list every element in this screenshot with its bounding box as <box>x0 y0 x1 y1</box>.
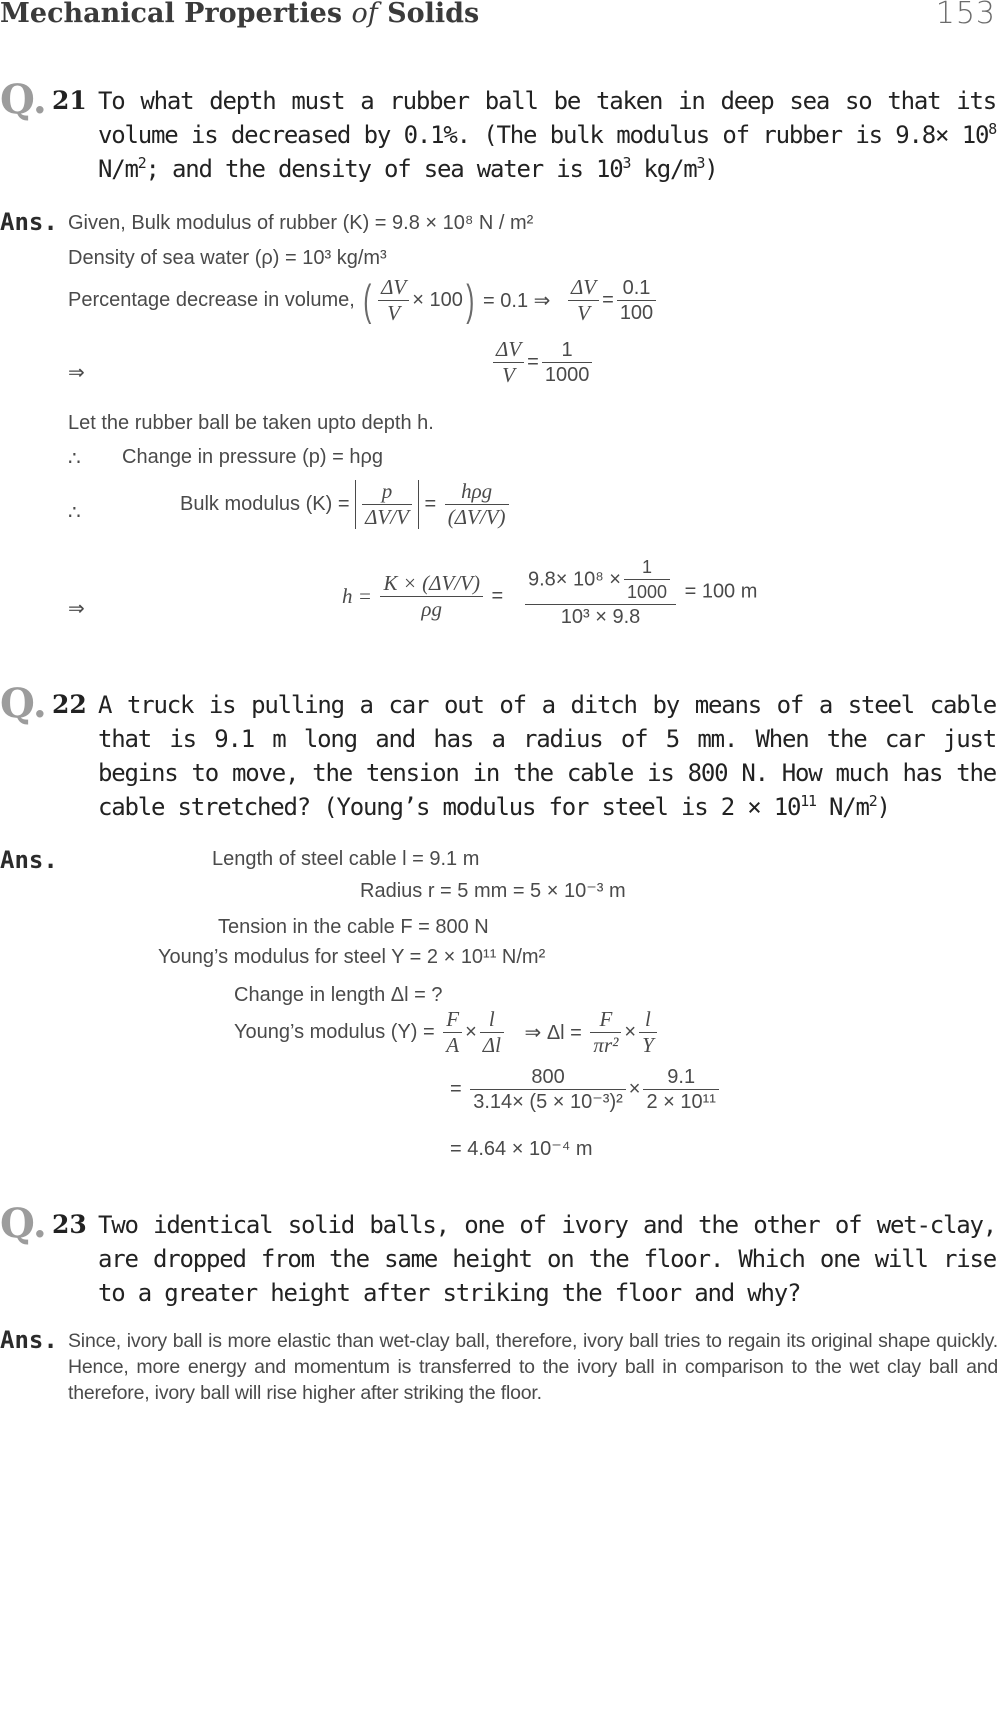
num: 1 <box>542 339 593 363</box>
exp: 3 <box>622 153 631 172</box>
ans21-line5: Let the rubber ball be taken upto depth h. <box>68 412 434 434</box>
fraction-800 <box>470 1066 626 1113</box>
ans21-line2: Density of sea water (ρ) = 10³ kg/m³ <box>68 247 387 269</box>
den: V <box>387 301 401 325</box>
question-number: 21 <box>52 86 87 115</box>
h-equals: h = <box>342 584 372 608</box>
answer-label: Ans. <box>0 846 58 874</box>
ans22-line5: Change in length Δl = ? <box>234 984 443 1006</box>
num: 9.1 <box>643 1066 718 1090</box>
ans21-line7 <box>180 480 512 529</box>
fraction-l-dl <box>480 1008 504 1057</box>
equals: = <box>424 493 437 515</box>
num: hρg <box>461 479 493 503</box>
equals: = <box>450 1078 462 1100</box>
num: l <box>645 1007 651 1031</box>
qtext-b: N/m <box>98 155 138 183</box>
den: 3.14× (5 × 10⁻³)² <box>473 1091 623 1113</box>
exp: 2 <box>868 791 877 810</box>
fraction-l-y <box>639 1008 657 1057</box>
equals: = <box>602 289 614 311</box>
ans22-line3: Tension in the cable F = 800 N <box>218 916 489 938</box>
paren-close: ) <box>466 275 475 325</box>
den: Y <box>642 1033 654 1057</box>
fraction-kdvv-pg <box>380 572 482 621</box>
fraction-01-100 <box>617 277 656 324</box>
exp: 3 <box>696 153 705 172</box>
num: 800 <box>470 1066 626 1090</box>
q-mark: Q. <box>0 76 47 123</box>
times-100: × 100 <box>412 289 463 311</box>
qtext-e: ) <box>704 155 718 183</box>
den: V <box>577 301 590 325</box>
exp: 11 <box>800 791 816 810</box>
num: ΔV <box>381 275 407 299</box>
qtext-d: kg/m <box>630 155 697 183</box>
fraction-p-dvv <box>362 480 412 529</box>
den: 1000 <box>626 582 668 602</box>
implies-dl: ⇒ Δl = <box>524 1022 582 1044</box>
den: ΔV/V <box>365 505 409 529</box>
answer-label: Ans. <box>0 1326 58 1354</box>
fraction-91 <box>643 1066 718 1113</box>
ans23-text: Since, ivory ball is more elastic than wet-clay ball, therefore, ivory ball tries to regain its original shape quickly. Hence, more energy and momentum is transferred to the ivory ball in comparison to the wet clay ball and therefore, ivory ball will rise higher after striking the floor. <box>68 1330 998 1404</box>
page-header <box>0 0 998 34</box>
ans22-line7 <box>450 1066 722 1113</box>
den: 10³ × 9.8 <box>560 606 641 628</box>
den: A <box>446 1033 460 1057</box>
ans21-big-fraction <box>522 556 757 628</box>
num: ΔV <box>570 275 597 299</box>
fraction-hpg-dvv <box>445 480 509 529</box>
exp: 8 <box>988 119 996 138</box>
num: 0.1 <box>617 277 656 301</box>
num: ΔV <box>496 337 522 361</box>
qtext-a: To what depth must a rubber ball be taken in deep sea so that its volume is decreased by 0.1%. (The bulk modulus of rubber is 9.8× 10 <box>98 87 996 149</box>
title-of: of <box>351 0 378 29</box>
den: V <box>502 363 515 387</box>
ans22-line4: Young’s modulus for steel Y = 2 × 10¹¹ N/m² <box>158 946 546 968</box>
den: πr² <box>593 1033 619 1057</box>
num: F <box>446 1007 460 1031</box>
question-number: 23 <box>52 1210 87 1239</box>
chapter-title <box>0 0 479 29</box>
youngs-label: Young’s modulus (Y) = <box>234 1021 435 1043</box>
fraction-f-pir2 <box>590 1008 621 1057</box>
therefore-symbol: ∴ <box>68 448 81 470</box>
exp: 2 <box>137 153 146 172</box>
num: l <box>488 1007 495 1031</box>
num: p <box>381 479 393 503</box>
qtext-a: A truck is pulling a car out of a ditch by means of a steel cable that is 9.1 m long and has a radius of 5 mm. When the car just begins to move, the tension in the cable is 800 N. How much has the cable stretched? (Young’s modulus for steel is 2 × 10 <box>98 691 996 821</box>
implies-symbol: ⇒ <box>68 598 85 620</box>
num-part: 9.8× 10⁸ × <box>528 568 621 591</box>
den: 2 × 10¹¹ <box>646 1091 716 1113</box>
times: × <box>628 1078 641 1100</box>
fraction-1-1000 <box>542 339 593 386</box>
ans22-line6 <box>234 1008 660 1057</box>
den: Δl <box>482 1033 501 1057</box>
qtext-b: N/m <box>815 793 869 821</box>
ans22-result: = 4.64 × 10⁻⁴ m <box>450 1138 593 1160</box>
num: K × (ΔV/V) <box>383 571 480 595</box>
ans21-line6: Change in pressure (p) = hρg <box>122 446 383 468</box>
den: (ΔV/V) <box>447 505 506 529</box>
answer-label: Ans. <box>0 208 58 236</box>
question-number: 22 <box>52 690 87 719</box>
times: × <box>465 1021 477 1043</box>
fraction-dv-v <box>378 276 409 325</box>
therefore-symbol: ∴ <box>68 502 81 524</box>
bulk-modulus-label: Bulk modulus (K) = <box>180 493 350 515</box>
equals: = <box>527 351 539 373</box>
times: × <box>624 1021 637 1043</box>
fraction-1-1000 <box>624 556 670 603</box>
ans22-line1: Length of steel cable l = 9.1 m <box>212 848 480 870</box>
abs-value <box>355 480 419 529</box>
q-mark: Q. <box>0 680 47 727</box>
fraction-f-a <box>443 1008 462 1057</box>
result: = 100 m <box>684 580 758 603</box>
title-part1: Mechanical Properties <box>0 0 352 29</box>
ans21-line4 <box>490 338 595 387</box>
den: 1000 <box>544 364 590 386</box>
line3-label: Percentage decrease in volume, <box>68 289 355 311</box>
equals: = <box>491 585 504 607</box>
ans21-line1: Given, Bulk modulus of rubber (K) = 9.8 × 10⁸ N / m² <box>68 212 534 234</box>
num: 1 <box>624 556 670 580</box>
question-text <box>98 84 996 186</box>
fraction-dv-v <box>568 276 599 325</box>
num: F <box>599 1007 613 1031</box>
implies-symbol: ⇒ <box>68 362 85 384</box>
den: 100 <box>619 302 654 324</box>
question-text <box>98 688 996 824</box>
den: ρg <box>421 597 443 621</box>
page-number: 153 <box>935 0 996 31</box>
title-part2: Solids <box>377 0 480 29</box>
line3-eq: = 0.1 ⇒ <box>483 290 551 312</box>
ans22-line2: Radius r = 5 mm = 5 × 10⁻³ m <box>360 880 626 902</box>
ans21-line3 <box>68 276 659 325</box>
question-text: Two identical solid balls, one of ivory and the other of wet-clay, are dropped from the same height on the floor. Which one will rise to a greater height after striking the floor and why? <box>98 1211 996 1307</box>
paren-open: ( <box>363 275 372 325</box>
fraction-dv-v <box>493 338 524 387</box>
qtext-c: ; and the density of sea water is 10 <box>145 155 623 183</box>
ans21-line8 <box>342 572 503 621</box>
fraction-big <box>525 556 676 628</box>
q-mark: Q. <box>0 1200 47 1247</box>
qtext-c: ) <box>876 793 890 821</box>
